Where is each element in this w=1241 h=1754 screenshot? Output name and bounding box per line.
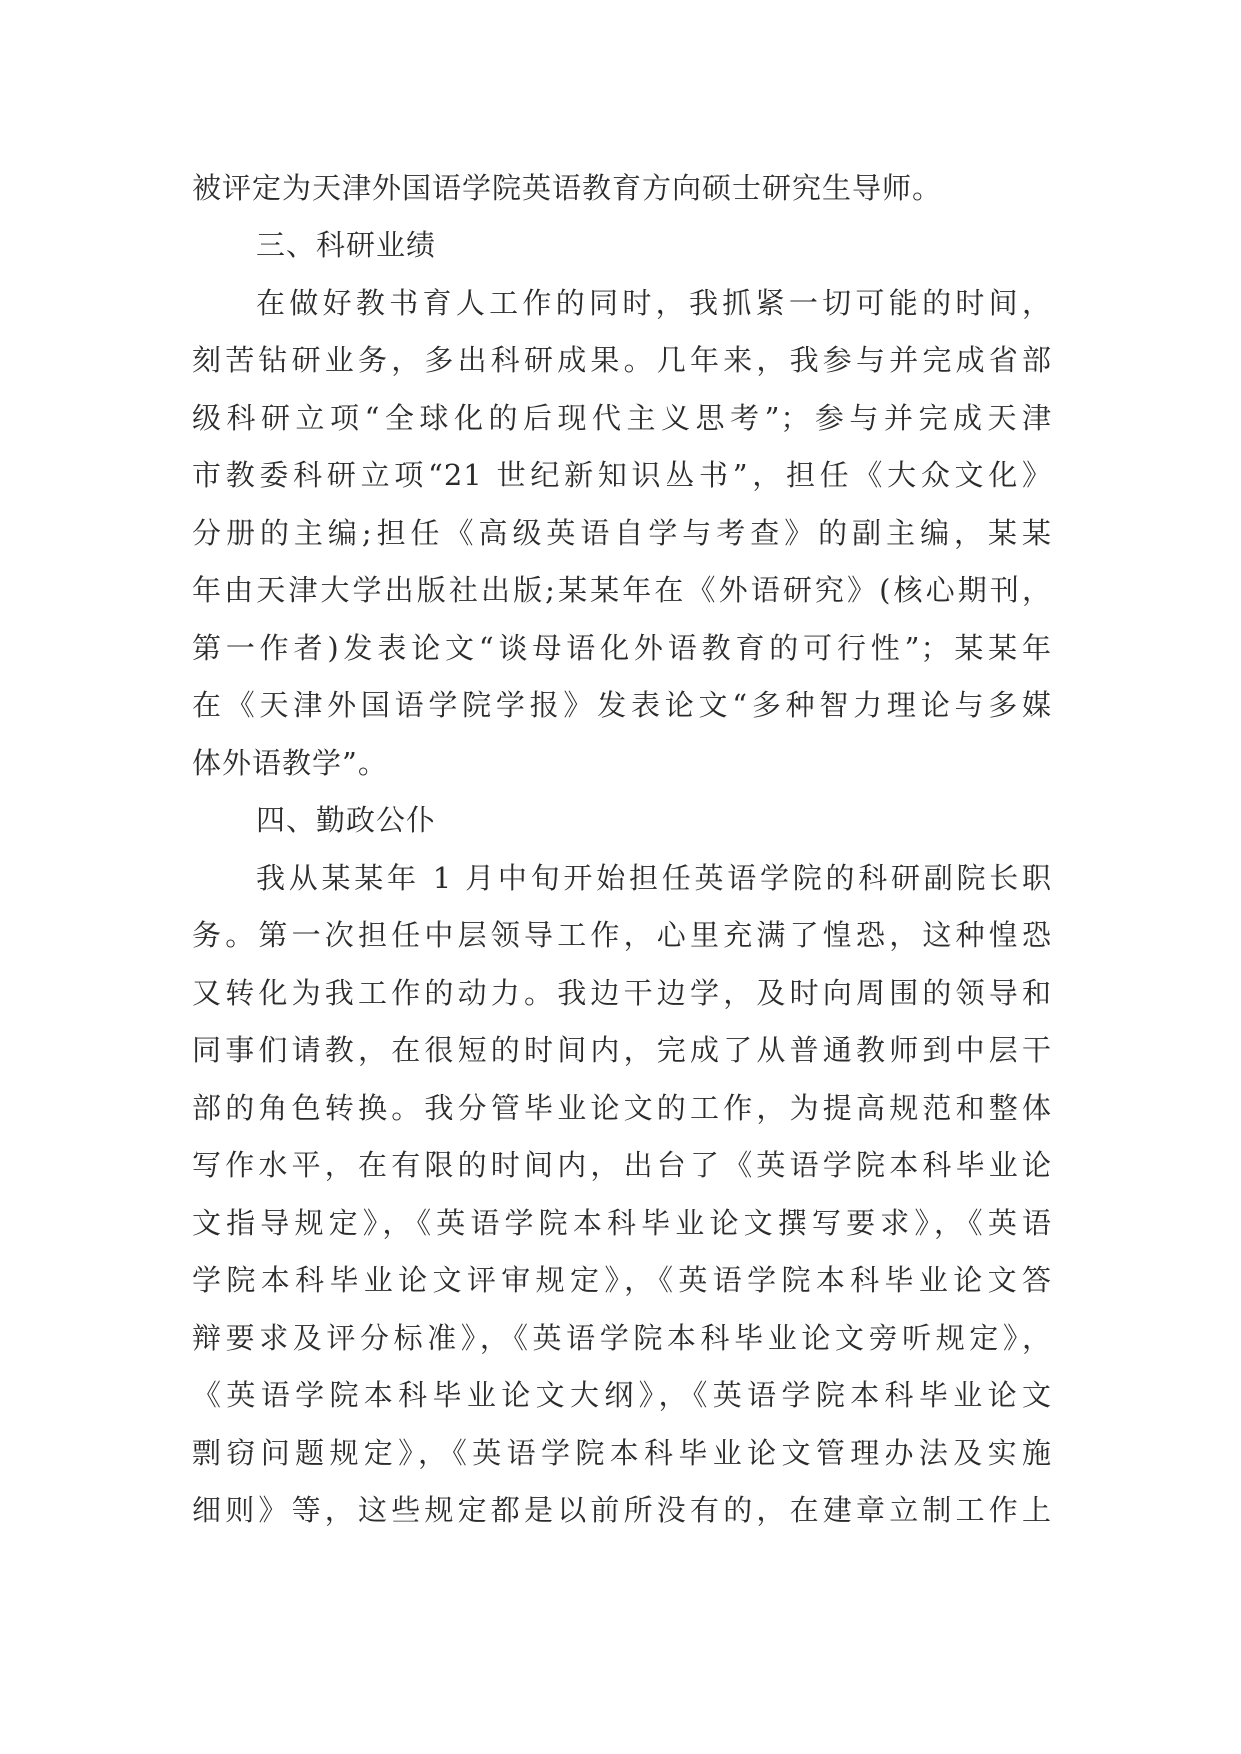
text-line: 细则》等，这些规定都是以前所没有的，在建章立制工作上: [192, 1493, 1052, 1527]
text-line: 剽窃问题规定》，《英语学院本科毕业论文管理办法及实施: [192, 1436, 1052, 1470]
text-line: 在做好教书育人工作的同时，我抓紧一切可能的时间，: [256, 286, 1052, 320]
text-line: 被评定为天津外国语学院英语教育方向硕士研究生导师。: [192, 171, 943, 205]
text-line: 市教委科研立项“21 世纪新知识丛书”，担任《大众文化》: [192, 458, 1052, 492]
text-line: 第一作者)发表论文“谈母语化外语教育的可行性”；某某年: [192, 631, 1052, 665]
text-line: 又转化为我工作的动力。我边干边学，及时向周围的领导和: [192, 976, 1052, 1010]
text-line: 刻苦钻研业务，多出科研成果。几年来，我参与并完成省部: [192, 343, 1052, 377]
text-line: 学院本科毕业论文评审规定》，《英语学院本科毕业论文答: [192, 1263, 1052, 1297]
text-line: 年由天津大学出版社出版;某某年在《外语研究》(核心期刊，: [192, 573, 1052, 607]
text-line: 务。第一次担任中层领导工作，心里充满了惶恐，这种惶恐: [192, 918, 1052, 952]
text-line: 分册的主编;担任《高级英语自学与考查》的副主编，某某: [192, 516, 1052, 550]
section-heading: 四、勤政公仆: [256, 803, 437, 837]
text-line: 同事们请教，在很短的时间内，完成了从普通教师到中层干: [192, 1033, 1052, 1067]
text-line: 《英语学院本科毕业论文大纲》，《英语学院本科毕业论文: [192, 1378, 1052, 1412]
text-line: 体外语教学”。: [192, 746, 388, 780]
text-line: 我从某某年 1 月中旬开始担任英语学院的科研副院长职: [256, 861, 1052, 895]
section-heading: 三、科研业绩: [256, 228, 437, 262]
text-line: 部的角色转换。我分管毕业论文的工作，为提高规范和整体: [192, 1091, 1052, 1125]
text-line: 文指导规定》，《英语学院本科毕业论文撰写要求》，《英语: [192, 1206, 1052, 1240]
text-line: 级科研立项“全球化的后现代主义思考”；参与并完成天津: [192, 401, 1052, 435]
text-line: 写作水平，在有限的时间内，出台了《英语学院本科毕业论: [192, 1148, 1052, 1182]
text-line: 在《天津外国语学院学报》发表论文“多种智力理论与多媒: [192, 688, 1052, 722]
text-line: 辩要求及评分标准》，《英语学院本科毕业论文旁听规定》，: [192, 1321, 1052, 1355]
